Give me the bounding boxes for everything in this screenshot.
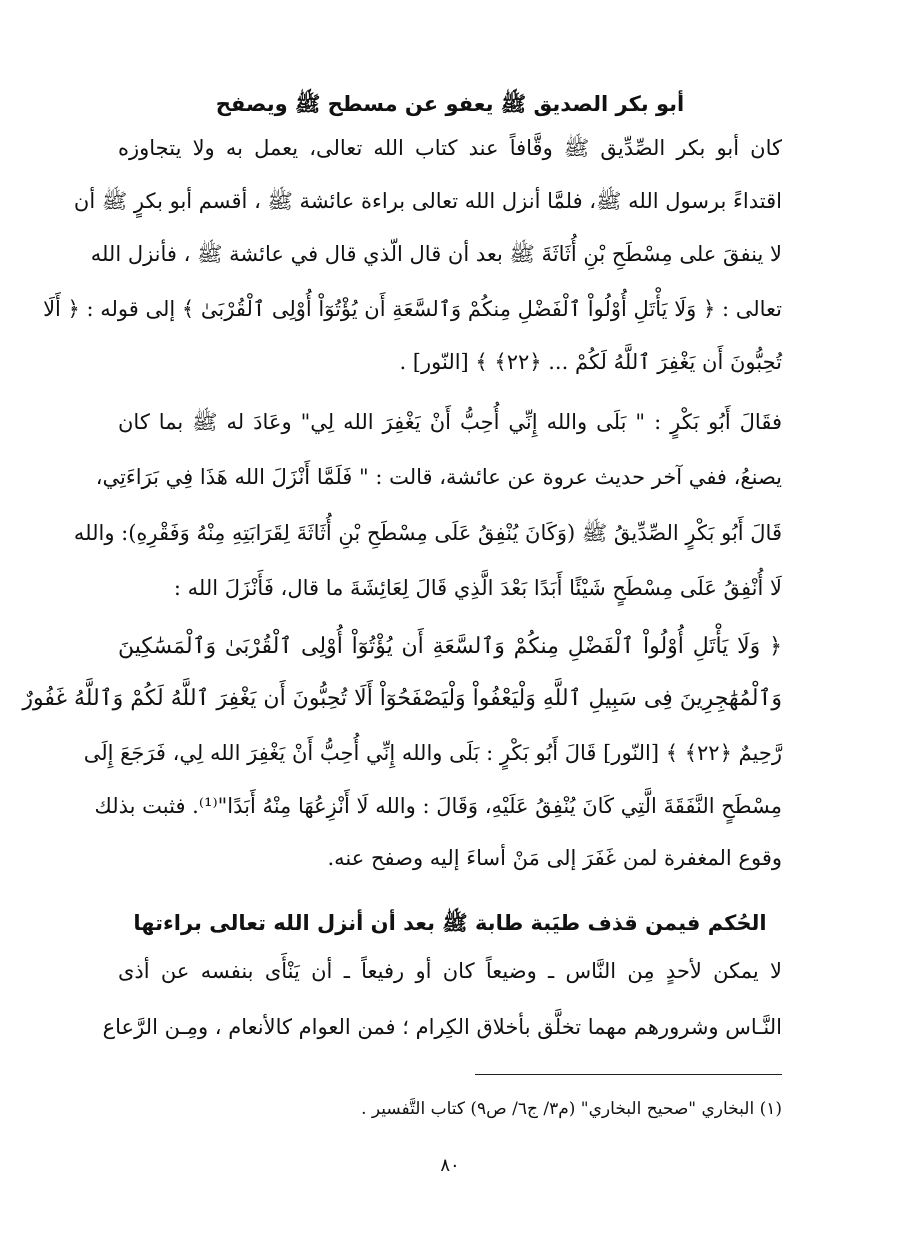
paragraph-line: رَّحِيمٌ ﴿٢٢﴾ ﴾ [النّور] قَالَ أَبُو بَكْرٍ : بَلَى والله إِنِّي أُحِبُّ أَنْ يَغْفِرَ الله لِي، فَرَجَعَ إِلَى xyxy=(83,741,782,765)
paragraph-line: مِسْطَحٍ النَّفَقَةَ الَّتِي كَانَ يُنْفِقُ عَلَيْهِ، وَقَالَ : والله لَا أَنْزِعُهَا مِنْهُ أَبَدًا"⁽¹⁾. فثبت بذلك xyxy=(94,794,782,818)
paragraph-line: اقتداءً برسول الله ﷺ، فلمَّا أنزل الله تعالى براءة عائشة ﷺ ، أقسم أبو بكرٍ ﷺ أن xyxy=(73,189,782,213)
footnote-divider xyxy=(475,1074,782,1075)
paragraph-line: تُحِبُّونَ أَن يَغْفِرَ ٱللَّهُ لَكُمْ ... ﴿٢٢﴾ ﴾ [النّور] . xyxy=(399,350,782,374)
paragraph-line: النَّـاس وشرورهم مهما تخلَّق بأخلاق الكِرام ؛ فمن العوام كالأنعام ، ومِـن الرَّعاع xyxy=(102,1015,782,1039)
page-number: ٨٠ xyxy=(440,1155,460,1176)
quran-verse-line: ﴿ وَلَا يَأْتَلِ أُوْلُواْ ٱلْفَضْلِ مِنكُمْ وَٱلسَّعَةِ أَن يُؤْتُوٓاْ أُوْلِى ٱلْقُرْبَىٰ وَٱلْمَسَٰكِينَ xyxy=(118,634,782,659)
section-heading-abu-bakr: أبو بكر الصديق ﷺ يعفو عن مسطح ﷺ ويصفح xyxy=(215,92,685,116)
paragraph-line: فقَالَ أَبُو بَكْرٍ : " بَلَى والله إِنِّي أُحِبُّ أَنْ يَغْفِرَ الله لِي" وعَادَ له ﷺ بما كان xyxy=(118,410,782,434)
section-heading-ruling: الحُكم فيمن قذف طيَبة طابة ﷺ بعد أن أنزل الله تعالى براءتها xyxy=(133,911,767,935)
quran-verse-line: وَٱلْمُهَٰجِرِينَ فِى سَبِيلِ ٱللَّهِ وَلْيَعْفُواْ وَلْيَصْفَحُوٓاْ أَلَا تُحِبُّونَ أَن يَغْفِرَ ٱللَّهُ لَكُمْ وَٱللَّهُ غَفُورٌ xyxy=(22,686,782,711)
paragraph-line: تعالى : ﴿ وَلَا يَأْتَلِ أُوْلُواْ ٱلْفَضْلِ مِنكُمْ وَٱلسَّعَةِ أَن يُؤْتُوٓاْ أُوْلِى ٱلْقُرْبَىٰ ﴾ إلى قوله : ﴿ أَلَا xyxy=(43,297,782,321)
paragraph-line: قَالَ أَبُو بَكْرٍ الصِّدِّيقُ ﷺ (وَكَانَ يُنْفِقُ عَلَى مِسْطَحِ بْنِ أُثَاثَةَ لِقَرَابَتِهِ مِنْهُ وَفَقْرِهِ): والله xyxy=(73,521,782,545)
paragraph-line: لا ينفقَ على مِسْطَحِ بْنِ أُثَاثَةَ ﷺ بعد أن قال الّذي قال في عائشة ﷺ ، فأنزل الله xyxy=(90,242,782,266)
paragraph-line: كان أبو بكر الصِّدِّيق ﷺ وقَّافاً عند كتاب الله تعالى، يعمل به ولا يتجاوزه xyxy=(118,136,782,160)
paragraph-line: لا يمكن لأحدٍ مِن النَّاس ـ وضيعاً كان أو رفيعاً ـ أن يَنْأَى بنفسه عن أذى xyxy=(118,959,782,983)
paragraph-line: لَا أُنْفِقُ عَلَى مِسْطَحٍ شَيْئًا أَبَدًا بَعْدَ الَّذِي قَالَ لِعَائِشَةَ ما قال، فَأَنْزَلَ الله : xyxy=(173,576,782,600)
footnote: (١) البخاري "صحيح البخاري" (م٣/ ج٦/ ص٩) كتاب التَّفسير . xyxy=(361,1099,782,1119)
paragraph-line: وقوع المغفرة لمن غَفَرَ إلى مَنْ أساءَ إليه وصفح عنه. xyxy=(327,846,782,870)
paragraph-line: يصنعُ، ففي آخر حديث عروة عن عائشة، قالت : " فَلَمَّا أَنْزَلَ الله هَذَا فِي بَرَاءَتِي، xyxy=(95,465,782,489)
